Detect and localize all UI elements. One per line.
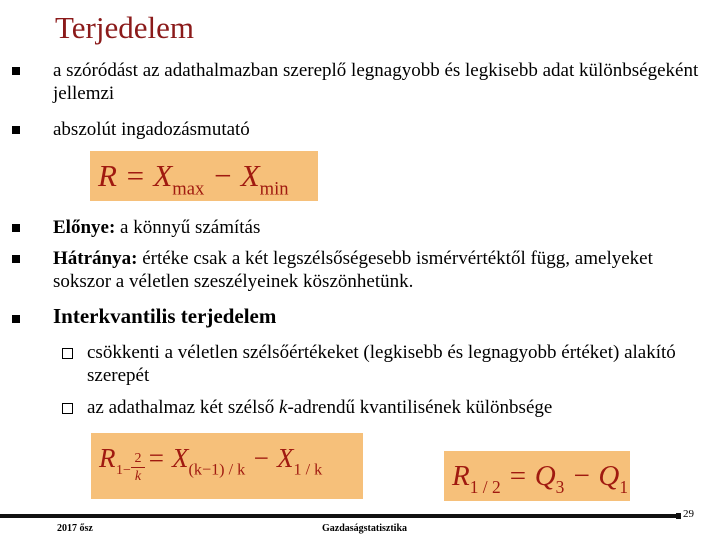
- formula-part: R = X: [98, 158, 173, 193]
- formula-fraction-num: 2: [131, 451, 145, 468]
- formula-part: R: [452, 460, 470, 492]
- bullet-text: [53, 247, 713, 293]
- formula-subscript: 1 / k: [293, 460, 323, 479]
- bullet-text: abszolút ingadozásmutató: [53, 119, 250, 140]
- sub-bullet-text-pre: az adathalmaz két szélső: [87, 397, 280, 418]
- formula-r: R: [99, 443, 116, 473]
- footer-divider: [0, 514, 676, 518]
- formula-part: − Q: [564, 460, 620, 492]
- formula-rhs: [147, 443, 322, 479]
- bullet-text-bold: Előnye:: [53, 217, 116, 238]
- bullet-text-bold: Hátránya:: [53, 248, 138, 269]
- formula-subscript: 1 / 2: [469, 476, 501, 497]
- bullet-text-rest: a könnyű számítás: [115, 217, 261, 238]
- range-formula: [90, 151, 318, 201]
- formula-subscript: 3: [555, 476, 565, 497]
- bullet-marker: [12, 224, 20, 232]
- bullet-heading: Interkvantilis terjedelem: [53, 304, 277, 328]
- bullet-marker: [12, 255, 20, 263]
- sub-bullet-text: csökkenti a véletlen szélsőértékeket (legkisebb és legnagyobb értéket) alakító szerepét: [87, 342, 676, 386]
- formula-subscript: (k−1) / k: [188, 460, 246, 479]
- footer-date: 2017 ősz: [57, 523, 93, 534]
- bullet-marker: [12, 67, 20, 75]
- formula-subscript: 1−: [116, 463, 131, 478]
- formula-part: − X: [245, 443, 294, 473]
- sub-bullet-text-k: k: [279, 397, 288, 418]
- slide-title: Terjedelem: [55, 10, 194, 45]
- sub-bullet-marker: [62, 348, 73, 359]
- formula-subscript: 1: [619, 476, 629, 497]
- formula-part: − X: [204, 158, 260, 193]
- page-number: 29: [683, 508, 694, 520]
- formula-subscript: max: [172, 178, 205, 200]
- sub-bullet-marker: [62, 403, 73, 414]
- bullet-text-rest: értéke csak a két legszélsőségesebb ismérvértéktől függ, amelyeket sokszor a véletlen szeszélyeinek köszönhetünk.: [53, 248, 653, 292]
- formula-part: = X: [147, 443, 189, 473]
- sub-bullet-text-post: -adrendű kvantilisének különbsége: [287, 397, 553, 418]
- bullet-text: [53, 216, 713, 239]
- sub-bullet-text: [87, 396, 712, 419]
- bullet-marker: [12, 315, 20, 323]
- interquantile-formula: [91, 433, 363, 499]
- footer-divider-end: [676, 513, 681, 519]
- bullet-marker: [12, 126, 20, 134]
- formula-subscript: min: [259, 178, 289, 200]
- formula-fraction-den: k: [134, 469, 142, 484]
- footer-course: Gazdaságstatisztika: [322, 523, 407, 534]
- formula-part: = Q: [500, 460, 556, 492]
- bullet-text: a szóródást az adathalmazban szereplő legnagyobb és legkisebb adat különbségeként jellemzi: [53, 60, 699, 104]
- quartile-range-formula: [444, 451, 630, 501]
